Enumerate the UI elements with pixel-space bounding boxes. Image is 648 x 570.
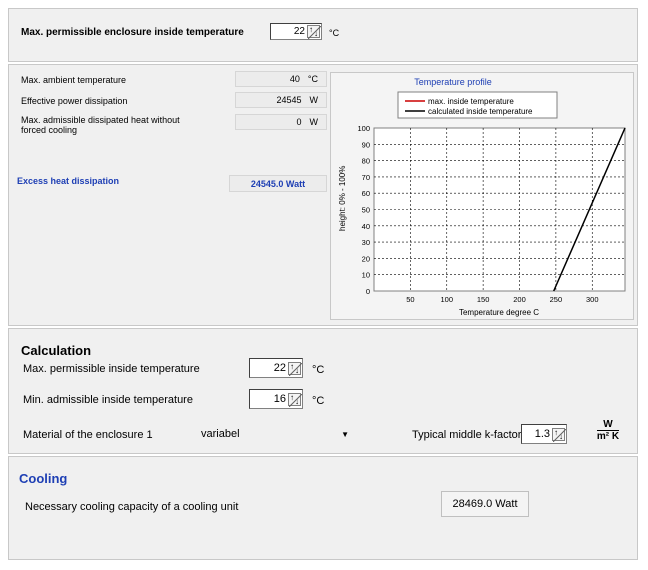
x-tick-label: 100 [440,295,454,304]
max-enclosure-temp-spinner[interactable]: 22 ↑ ↓ [270,23,322,40]
x-axis-label: Temperature degree C [458,308,540,317]
top-panel [8,8,638,62]
y-tick-label: 10 [361,270,370,280]
x-tick-label: 250 [549,295,563,304]
y-tick-label: 100 [357,124,370,133]
admissible-heat-value: 0 W [235,114,327,130]
calc-min-temp-label: Min. admissible inside temperature [23,394,193,406]
ambient-temp-value: 40 °C [235,71,327,87]
admissible-heat-label-1: Max. admissible dissipated heat without [21,115,180,125]
kfactor-unit: W m² K [596,419,620,442]
y-tick-label: 80 [361,156,370,166]
spin-arrows-icon[interactable]: ↑ ↓ [307,25,320,38]
power-dissipation-value: 24545 W [235,92,327,108]
admissible-heat-label-2: forced cooling [21,125,78,135]
chart-title: Temperature profile [414,77,492,87]
y-tick-label: 50 [361,205,370,215]
x-tick-label: 150 [476,295,490,304]
y-tick-label: 90 [361,140,370,150]
cooling-capacity-value: 28469.0 Watt [441,491,529,517]
calc-min-temp-unit: °C [312,395,325,407]
material-label: Material of the enclosure 1 [23,429,153,441]
power-dissipation-label: Effective power dissipation [21,96,128,106]
kfactor-label: Typical middle k-factor [412,429,522,441]
y-tick-label: 20 [361,254,370,264]
material-select[interactable]: variabel ▼ [201,428,349,440]
y-tick-label: 30 [361,238,370,248]
dropdown-arrow-icon[interactable]: ▼ [341,429,349,439]
calc-max-temp-spinner[interactable]: 22 ↑ ↓ [249,358,303,378]
calculation-title: Calculation [21,343,92,358]
excess-heat-value: 24545.0 Watt [229,175,327,192]
y-axis-ticks [357,124,370,296]
legend-label-calc: calculated inside temperature [428,107,533,116]
temperature-profile-chart [330,72,634,320]
spin-arrows-icon[interactable]: ↑ ↓ [288,362,301,375]
y-axis-label: height: 0% - 100% [338,165,347,231]
cooling-capacity-label: Necessary cooling capacity of a cooling unit [25,501,239,513]
max-enclosure-temp-unit: °C [329,28,340,38]
x-tick-label: 300 [586,295,599,304]
ambient-temp-label: Max. ambient temperature [21,75,127,85]
cooling-title: Cooling [19,471,68,486]
kfactor-spinner[interactable]: 1.3 ↑ ↓ [521,424,567,444]
max-enclosure-temp-label: Max. permissible enclosure inside temperature [21,27,244,38]
chart-svg [331,73,635,321]
calculation-panel [8,328,638,454]
x-axis-ticks [406,295,598,304]
calc-max-temp-label: Max. permissible inside temperature [23,363,200,375]
calc-max-temp-unit: °C [312,364,325,376]
spin-arrows-icon[interactable]: ↑ ↓ [552,428,565,441]
x-tick-label: 200 [513,295,526,304]
y-tick-label: 0 [365,287,370,296]
x-tick-label: 50 [406,295,415,304]
cooling-panel [8,456,638,560]
y-tick-label: 60 [361,189,370,199]
y-tick-label: 40 [361,221,370,231]
legend-label-max: max. inside temperature [428,97,514,106]
calc-min-temp-spinner[interactable]: 16 ↑ ↓ [249,389,303,409]
spin-arrows-icon[interactable]: ↑ ↓ [288,393,301,406]
excess-heat-label: Excess heat dissipation [17,176,120,186]
y-tick-label: 70 [361,172,370,182]
